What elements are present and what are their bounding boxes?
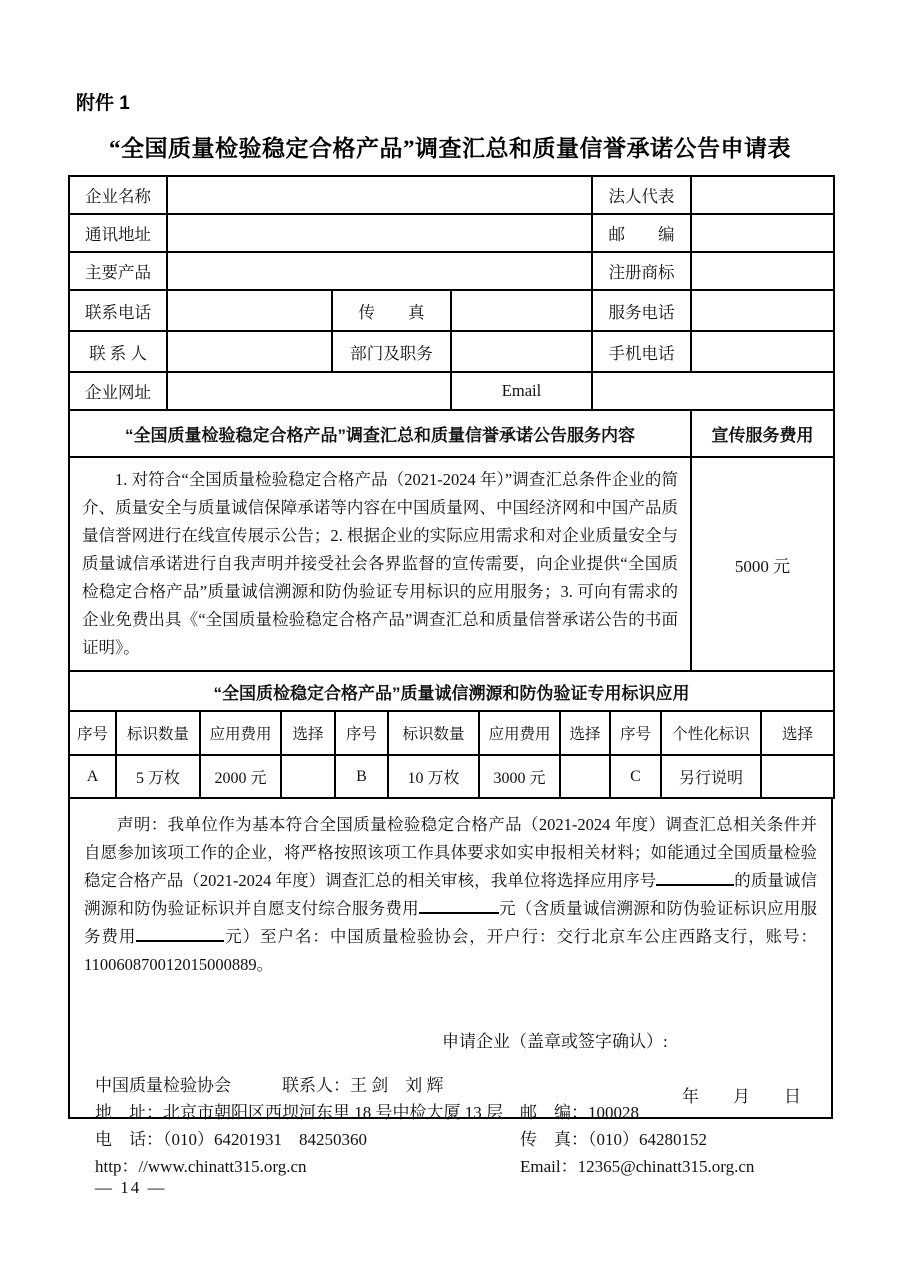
dept-value-cell bbox=[451, 331, 592, 372]
contact-label: 联 系 人 bbox=[69, 331, 167, 372]
table-row bbox=[69, 372, 834, 410]
seq-c-value: C bbox=[610, 755, 661, 798]
service-content-text: 1. 对符合“全国质量检验稳定合格产品（2021-2024 年）”调查汇总条件企业的简介、质量安全与质量诚信保障承诺等内容在中国质量网、中国经济网和中国产品质量信誉网进行在线宣传展示公告；2. 根据企业的实际应用需求和对企业质量安全与质量诚信承诺进行自我声明并接受社会各界监督的宣传需要，向企业提供“全国质检稳定合格产品”质量诚信溯源和防伪验证专用标识的应用服务；3. 可向有需求的企业免费出具《“全国质量检验稳定合格产品”调查汇总和质量信誉承诺公告的书面证明》。 bbox=[82, 470, 679, 657]
legal-rep-value-cell bbox=[691, 176, 834, 214]
promo-fee-value: 5000 元 bbox=[691, 457, 834, 671]
email-value-cell bbox=[592, 372, 834, 410]
col-seq-a: 序号 bbox=[69, 711, 116, 755]
org-website: http：//www.chinatt315.org.cn bbox=[95, 1157, 307, 1176]
seq-a-value: A bbox=[69, 755, 116, 798]
service-content-cell bbox=[69, 457, 691, 671]
mark-header-row bbox=[69, 671, 834, 711]
footer-contact-block bbox=[95, 1072, 754, 1180]
select-a-cell bbox=[281, 755, 335, 798]
sequence-blank-underline bbox=[656, 870, 734, 887]
qty-a-value: 5 万枚 bbox=[116, 755, 200, 798]
phone-label: 联系电话 bbox=[69, 290, 167, 331]
org-address: 地 址：北京市朝阳区西坝河东里 18 号中检大厦 13 层 bbox=[95, 1103, 503, 1122]
dept-label: 部门及职务 bbox=[332, 331, 451, 372]
col-fee-a: 应用费用 bbox=[200, 711, 281, 755]
trademark-value-cell bbox=[691, 252, 834, 290]
declaration-cell bbox=[69, 798, 832, 1118]
declaration-table bbox=[68, 797, 833, 1119]
declaration-part1: 声明：我单位作为基本符合全国质量检验稳定合格产品（2021-2024 年度）调查汇总相关条件并自愿参加该项工作的企业，将严格按照该项工作具体要求如实申报相关材料；如能通过全国质量检验稳定合格产品（2021-2024 年度）调查汇总的相关审核，我单位将选择应用序号 bbox=[84, 815, 817, 890]
fax-label: 传 真 bbox=[332, 290, 451, 331]
qty-b-value: 10 万枚 bbox=[388, 755, 479, 798]
mark-application-table bbox=[68, 670, 835, 799]
col-seq-b: 序号 bbox=[335, 711, 388, 755]
declaration-text bbox=[84, 811, 817, 979]
mark-fee-blank-underline bbox=[136, 926, 224, 943]
org-email: Email：12365@chinatt315.org.cn bbox=[520, 1157, 755, 1176]
table-row bbox=[69, 214, 834, 252]
promo-fee-header: 宣传服务费用 bbox=[691, 410, 834, 457]
application-form bbox=[68, 175, 833, 1119]
fax-value-cell bbox=[451, 290, 592, 331]
website-label: 企业网址 bbox=[69, 372, 167, 410]
service-phone-value-cell bbox=[691, 290, 834, 331]
products-label: 主要产品 bbox=[69, 252, 167, 290]
page-number: — 14 — bbox=[95, 1178, 167, 1197]
contact-value-cell bbox=[167, 331, 332, 372]
service-content-header: “全国质量检验稳定合格产品”调查汇总和质量信誉承诺公告服务内容 bbox=[69, 410, 691, 457]
custom-mark-value: 另行说明 bbox=[661, 755, 761, 798]
col-select-a: 选择 bbox=[281, 711, 335, 755]
mark-section-header: “全国质检稳定合格产品”质量诚信溯源和防伪验证专用标识应用 bbox=[69, 671, 834, 711]
total-fee-blank-underline bbox=[419, 898, 499, 915]
org-fax: 传 真：（010）64280152 bbox=[520, 1130, 707, 1149]
table-row bbox=[69, 176, 834, 214]
email-label: Email bbox=[451, 372, 592, 410]
contact-persons: 联系人：王 剑 刘 辉 bbox=[282, 1076, 444, 1095]
select-c-cell bbox=[761, 755, 834, 798]
mobile-value-cell bbox=[691, 331, 834, 372]
products-value-cell bbox=[167, 252, 592, 290]
fee-b-value: 3000 元 bbox=[479, 755, 560, 798]
table-row bbox=[69, 252, 834, 290]
fee-a-value: 2000 元 bbox=[200, 755, 281, 798]
seq-b-value: B bbox=[335, 755, 388, 798]
declaration-part3: 元（含质量诚信溯源和防伪验证标识应用服务费用 bbox=[84, 899, 818, 946]
declaration-part4: 元）至户名：中国质量检验协会，开户行：交行北京车公庄西路支行，账号：110060870012015000889。 bbox=[84, 927, 818, 974]
date-line: 年 月 日 bbox=[682, 1087, 801, 1106]
address-label: 通讯地址 bbox=[69, 214, 167, 252]
col-qty-b: 标识数量 bbox=[388, 711, 479, 755]
footer-line-org bbox=[95, 1072, 754, 1099]
legal-rep-label: 法人代表 bbox=[592, 176, 691, 214]
postcode-value-cell bbox=[691, 214, 834, 252]
col-custom-mark: 个性化标识 bbox=[661, 711, 761, 755]
col-seq-c: 序号 bbox=[610, 711, 661, 755]
mobile-label: 手机电话 bbox=[592, 331, 691, 372]
service-body-row bbox=[69, 457, 834, 671]
table-row bbox=[69, 331, 834, 372]
company-info-table bbox=[68, 175, 835, 672]
page-title: “全国质量检验稳定合格产品”调查汇总和质量信誉承诺公告申请表 bbox=[109, 136, 791, 161]
company-name-value-cell bbox=[167, 176, 592, 214]
footer-line-web bbox=[95, 1153, 754, 1180]
col-select-c: 选择 bbox=[761, 711, 834, 755]
col-fee-b: 应用费用 bbox=[479, 711, 560, 755]
col-qty-a: 标识数量 bbox=[116, 711, 200, 755]
service-header-row bbox=[69, 410, 834, 457]
declaration-row bbox=[69, 798, 832, 1118]
website-value-cell bbox=[167, 372, 451, 410]
applicant-signature-label: 申请企业（盖章或签字确认）: bbox=[442, 1032, 668, 1051]
declaration-part2: 的质量诚信溯源和防伪验证标识并自愿支付综合服务费用 bbox=[84, 871, 817, 918]
org-name: 中国质量检验协会 bbox=[95, 1076, 231, 1095]
col-select-b: 选择 bbox=[560, 711, 610, 755]
service-phone-label: 服务电话 bbox=[592, 290, 691, 331]
select-b-cell bbox=[560, 755, 610, 798]
phone-value-cell bbox=[167, 290, 332, 331]
mark-columns-row bbox=[69, 711, 834, 755]
footer-line-address bbox=[95, 1099, 754, 1126]
org-phone: 电 话：（010）64201931 84250360 bbox=[95, 1130, 367, 1149]
trademark-label: 注册商标 bbox=[592, 252, 691, 290]
table-row bbox=[69, 290, 834, 331]
org-postcode: 邮 编：100028 bbox=[520, 1103, 639, 1122]
postcode-label: 邮 编 bbox=[592, 214, 691, 252]
attachment-label: 附件 1 bbox=[76, 93, 130, 114]
company-name-label: 企业名称 bbox=[69, 176, 167, 214]
address-value-cell bbox=[167, 214, 592, 252]
footer-line-phone bbox=[95, 1126, 754, 1153]
mark-data-row bbox=[69, 755, 834, 798]
